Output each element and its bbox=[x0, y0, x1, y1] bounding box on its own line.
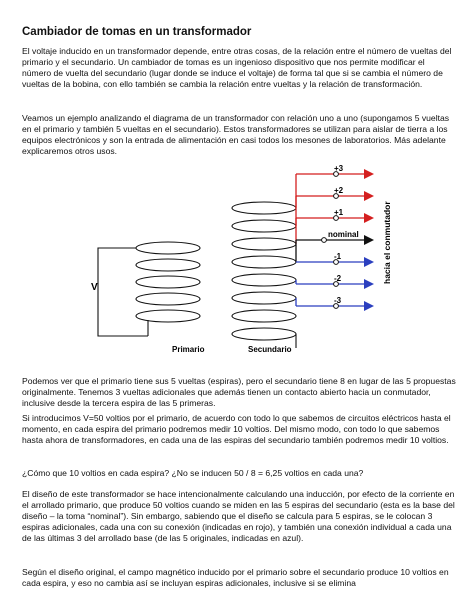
tap-label: +1 bbox=[334, 208, 344, 217]
tap-arrow-icon bbox=[364, 213, 374, 223]
secondary-turn bbox=[232, 256, 296, 268]
primary-turn bbox=[136, 259, 200, 271]
paragraph-question: ¿Cómo que 10 voltios en cada espira? ¿No se inducen 50 / 8 = 6,25 voltios en cada una? bbox=[22, 468, 364, 478]
tap-arrow-icon bbox=[364, 279, 374, 289]
primary-turn bbox=[136, 293, 200, 305]
secondary-turn bbox=[232, 220, 296, 232]
secondary-turn bbox=[232, 292, 296, 304]
voltage-label: V bbox=[91, 282, 98, 293]
tap-minus-3 bbox=[296, 296, 374, 311]
tap-arrow-icon bbox=[364, 191, 374, 201]
paragraph-example: Veamos un ejemplo analizando el diagrama de un transformador con relación uno a uno (supongamos 5 vueltas en el primario y también 5 vueltas en el secundario). Estos transformadores se utilizan para aislar de tierra a los equipos electrónicos y son la entrada de alimentación en casi todos los mesones de laboratorios. Más adelante explicaremos otros usos. bbox=[22, 113, 450, 156]
primary-coil bbox=[136, 242, 200, 336]
paragraph-observation: Podemos ver que el primario tiene sus 5 vueltas (espiras), pero el secundario tiene 8 en lugar de las 5 propuestas originalmente. Tenemos 3 vueltas adicionales que además tienen un contacto abierto hacia un conmutador, inclusive desde la tercera espira de las 5 primeras. bbox=[22, 376, 456, 408]
primary-turn bbox=[136, 276, 200, 288]
tap-label: nominal bbox=[328, 230, 359, 239]
tap-arrow-icon bbox=[364, 169, 374, 179]
tap-label: -1 bbox=[334, 252, 342, 261]
document-title: Cambiador de tomas en un transformador bbox=[22, 26, 252, 38]
secondary-label: Secundario bbox=[248, 345, 292, 354]
primary-label: Primario bbox=[172, 345, 205, 354]
tap-arrow-icon bbox=[364, 235, 374, 245]
secondary-turn bbox=[232, 274, 296, 286]
secondary-turn bbox=[232, 310, 296, 322]
transformer-diagram bbox=[86, 156, 416, 366]
paragraph-voltage: Si introducimos V=50 voltios por el primario, de acuerdo con todo lo que sabemos de circuitos eléctricos hasta el momento, en cada espira del primario podremos medir 10 voltios. Del mismo modo, con todo lo que sabemos hasta ahora de transformadores, en cada una de las espiras del secundario también podremos medir 10 voltios. bbox=[22, 413, 451, 445]
tap-contact bbox=[322, 238, 327, 243]
primary-lead-wire bbox=[98, 248, 148, 336]
tap-arrow-icon bbox=[364, 301, 374, 311]
paragraph-conclusion: Según el diseño original, el campo magnético inducido por el primario sobre el secundario produce 10 voltios en cada espira, y eso no cambia así se incluyan espiras adicionales, inclusive si se elimina bbox=[22, 567, 449, 588]
secondary-turn bbox=[232, 328, 296, 340]
tap-arrow-icon bbox=[364, 257, 374, 267]
tap-label: +2 bbox=[334, 186, 344, 195]
paragraph-design: El diseño de este transformador se hace intencionalmente calculando una inducción, por efecto de la corriente en el arrollado primario, que produce 50 voltios cuando se miden en las 5 espiras del secundario (esta es la base del diseño – la toma “nominal”). Sin embargo, sabiendo que el diseño se calcula para 5 espiras, se le colocan 3 espiras adicionales, cada una con su conexión (indicadas en rojo), y también una conexión individual a cada una de las últimas 3 del arrollado base (de las 5 originales, indicadas en azul). bbox=[22, 489, 455, 543]
tap-label: +3 bbox=[334, 164, 344, 173]
tap-minus-2 bbox=[296, 274, 374, 289]
transformer-diagram-svg bbox=[86, 156, 416, 366]
secondary-turn bbox=[232, 238, 296, 250]
tap-label: -3 bbox=[334, 296, 342, 305]
secondary-turn bbox=[232, 202, 296, 214]
tap-label: -2 bbox=[334, 274, 342, 283]
primary-turn bbox=[136, 242, 200, 254]
secondary-coil bbox=[232, 202, 296, 348]
primary-turn bbox=[136, 310, 200, 322]
tap-minus-1 bbox=[296, 252, 374, 267]
paragraph-intro: El voltaje inducido en un transformador depende, entre otras cosas, de la relación entre el número de vueltas del primario y el secundario. Un cambiador de tomas es un ingenioso dispositivo que nos permite modificar el número de vuelta del secundario (lugar donde se induce el voltaje) de forma tal que si se cambia el número de vueltas de la bobina, con ello también se cambia la relación entre vueltas y la relación de transformación. bbox=[22, 46, 452, 89]
switch-label: hacia el conmutador bbox=[382, 201, 392, 284]
